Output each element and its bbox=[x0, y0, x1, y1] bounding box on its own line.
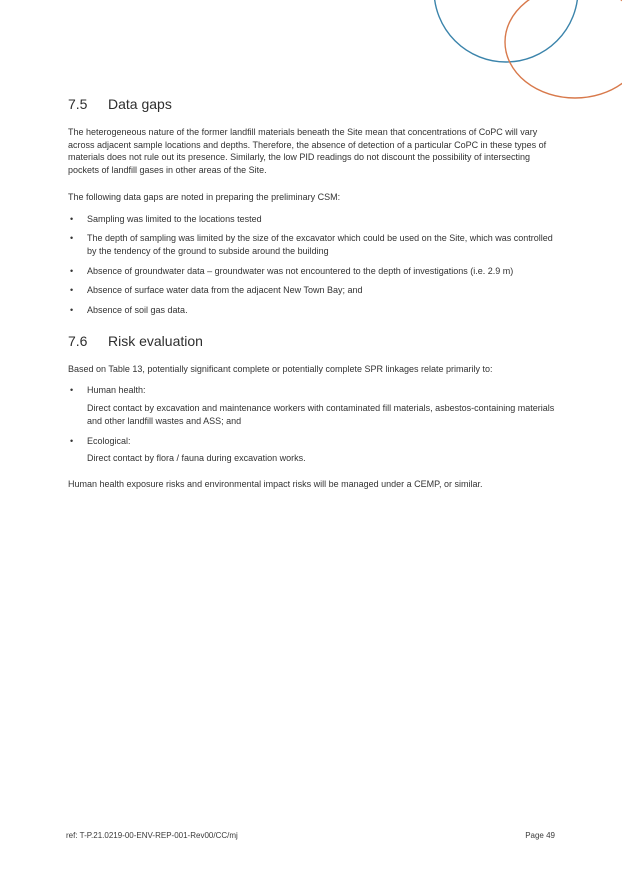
section-heading-data-gaps bbox=[68, 95, 557, 113]
section-title: Risk evaluation bbox=[108, 332, 203, 349]
footer-reference: ref: T-P.21.0219-00-ENV-REP-001-Rev00/CC/mj bbox=[66, 831, 238, 840]
paragraph-data-gaps-lead: The following data gaps are noted in preparing the preliminary CSM: bbox=[68, 191, 341, 202]
section-heading-risk-evaluation bbox=[68, 332, 557, 350]
list-item-text: The depth of sampling was limited by the size of the excavator which could be used on the Site, which was controlled by the tendency of the ground to subside around the building bbox=[87, 233, 553, 256]
list-item-text: Sampling was limited to the locations tested bbox=[87, 213, 262, 224]
page-content bbox=[68, 0, 557, 491]
paragraph-risk-intro: Based on Table 13, potentially significant complete or potentially complete SPR linkages relate primarily to: bbox=[68, 363, 493, 374]
list-item-text: Absence of surface water data from the adjacent New Town Bay; and bbox=[87, 285, 363, 296]
list-item-text: Absence of groundwater data – groundwater was not encountered to the depth of investigations (i.e. 2.9 m) bbox=[87, 265, 514, 276]
list-item bbox=[68, 284, 557, 297]
paragraph-risk-close: Human health exposure risks and environmental impact risks will be managed under a CEMP, or similar. bbox=[68, 478, 483, 489]
bullet-icon bbox=[70, 435, 73, 448]
bullet-icon bbox=[70, 384, 73, 397]
list-item bbox=[68, 435, 557, 465]
data-gaps-list bbox=[68, 213, 557, 317]
section-title: Data gaps bbox=[108, 96, 172, 112]
footer-page-number: Page 49 bbox=[525, 831, 555, 840]
list-item bbox=[68, 265, 557, 278]
bullet-icon bbox=[70, 213, 73, 226]
bullet-icon bbox=[70, 284, 73, 297]
list-item-detail: Direct contact by excavation and maintenance workers with contaminated fill materials, asbestos-containing materials and other landfill wastes and ASS; and bbox=[87, 403, 555, 426]
paragraph-data-gaps-intro: The heterogeneous nature of the former landfill materials beneath the Site mean that concentrations of CoPC will vary across adjacent sample locations and depths. Therefore, the absence of detection of a particular CoPC in these types of materials does not rule out its presence. Similarly, the low PID readings do not discount the possibility of intersecting pockets of landfill gases in other areas of the Site. bbox=[68, 127, 547, 176]
section-number: 7.6 bbox=[68, 332, 88, 349]
list-item bbox=[68, 304, 557, 317]
list-item bbox=[68, 213, 557, 226]
bullet-icon bbox=[70, 232, 73, 245]
list-item-label: Ecological: bbox=[87, 435, 131, 446]
list-item bbox=[68, 384, 557, 427]
risk-linkages-list bbox=[68, 384, 557, 465]
bullet-icon bbox=[70, 265, 73, 278]
list-item bbox=[68, 232, 557, 257]
bullet-icon bbox=[70, 304, 73, 317]
page-footer bbox=[66, 831, 555, 841]
list-item-label: Human health: bbox=[87, 385, 146, 396]
list-item-detail: Direct contact by flora / fauna during excavation works. bbox=[87, 453, 306, 464]
section-number: 7.5 bbox=[68, 96, 88, 112]
list-item-text: Absence of soil gas data. bbox=[87, 305, 188, 316]
